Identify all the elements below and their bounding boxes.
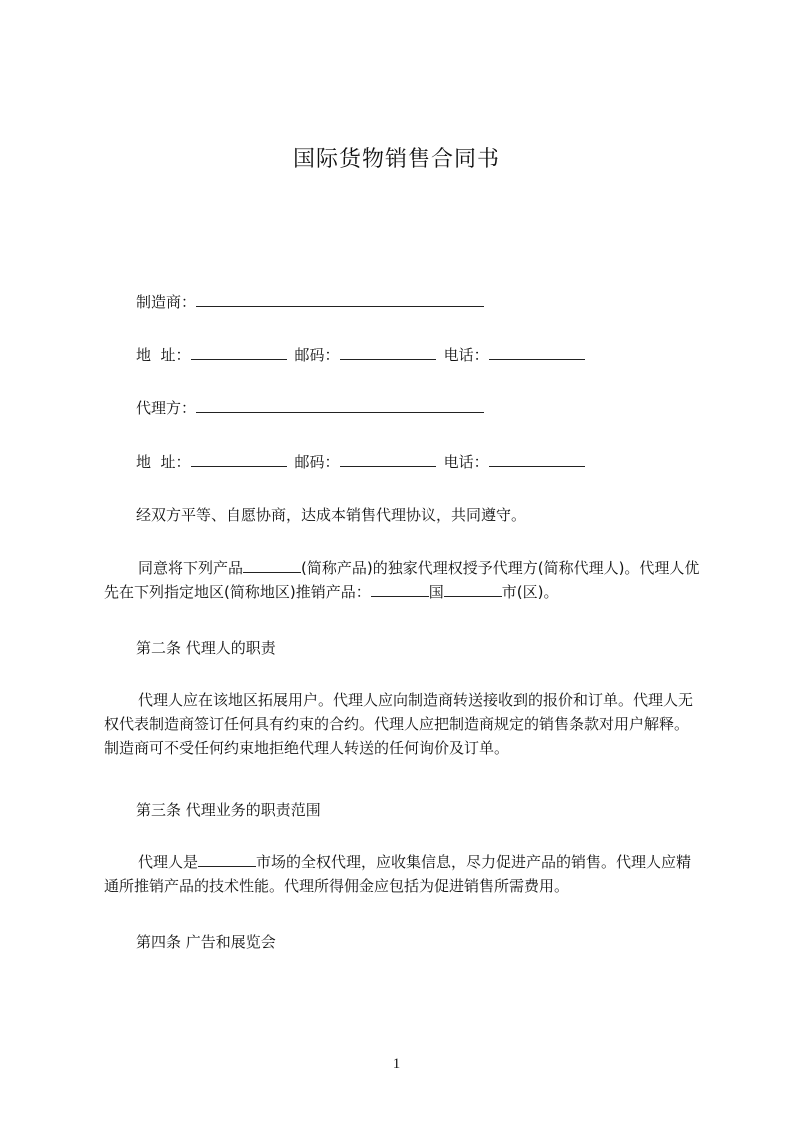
address-blank: [191, 452, 287, 467]
address-label: 地 址：: [136, 453, 191, 471]
clause-2-text: 代理人应在该地区拓展用户。代理人应向制造商转送接收到的报价和订单。代理人无权代表制造商签订任何具有约束的合约。代理人应把制造商规定的销售条款对用户解释。制造商可不受任何约束地拒绝代理人转送的任何询价及订单。: [104, 691, 694, 757]
clause-1-paragraph: [104, 556, 702, 604]
document-title: 国际货物销售合同书: [292, 147, 500, 172]
clause-1-text: 市(区)。: [501, 583, 559, 601]
city-blank: [444, 582, 502, 597]
market-blank: [198, 852, 256, 867]
clause-4-heading: 第四条 广告和展览会: [136, 933, 276, 951]
clause-1-text: 同意将下列产品: [138, 559, 244, 577]
page-number: 1: [392, 1056, 401, 1072]
manufacturer-address-line: [136, 345, 585, 365]
phone-label: 电话：: [443, 453, 489, 471]
manufacturer-line: [136, 292, 484, 312]
agent-line: [136, 398, 484, 418]
postcode-label: 邮码：: [294, 453, 340, 471]
phone-blank: [489, 345, 585, 360]
manufacturer-label: 制造商：: [136, 293, 197, 311]
postcode-label: 邮码：: [294, 346, 340, 364]
country-blank: [371, 582, 429, 597]
agent-blank: [196, 398, 484, 413]
phone-label: 电话：: [443, 346, 489, 364]
clause-3-text: 市场的全权代理，应收集信息，尽力促进产品的销售。代理人应精通所推销产品的技术性能。代理所得佣金应包括为促进销售所需费用。: [104, 853, 692, 895]
clause-3-paragraph: [104, 850, 702, 898]
manufacturer-blank: [196, 292, 484, 307]
clause-1-text: 国: [428, 583, 444, 601]
postcode-blank: [340, 452, 436, 467]
clause-2-paragraph: [104, 688, 702, 760]
intro-text: 经双方平等、自愿协商，达成本销售代理协议，共同遵守。: [136, 506, 527, 524]
clause-2-heading: 第二条 代理人的职责: [136, 639, 276, 657]
clause-3-text: 代理人是: [138, 853, 199, 871]
clause-3-heading: 第三条 代理业务的职责范围: [136, 801, 321, 819]
agent-address-line: [136, 452, 585, 472]
agent-label: 代理方：: [136, 399, 197, 417]
product-blank: [243, 558, 301, 573]
phone-blank: [489, 452, 585, 467]
address-label: 地 址：: [136, 346, 191, 364]
postcode-blank: [340, 345, 436, 360]
clause-1-text: (简称产品)的独家代理权授予代理方(简称代理人)。代理人优先在下列指定地区(简称地区)推销产品：: [104, 559, 700, 601]
address-blank: [191, 345, 287, 360]
